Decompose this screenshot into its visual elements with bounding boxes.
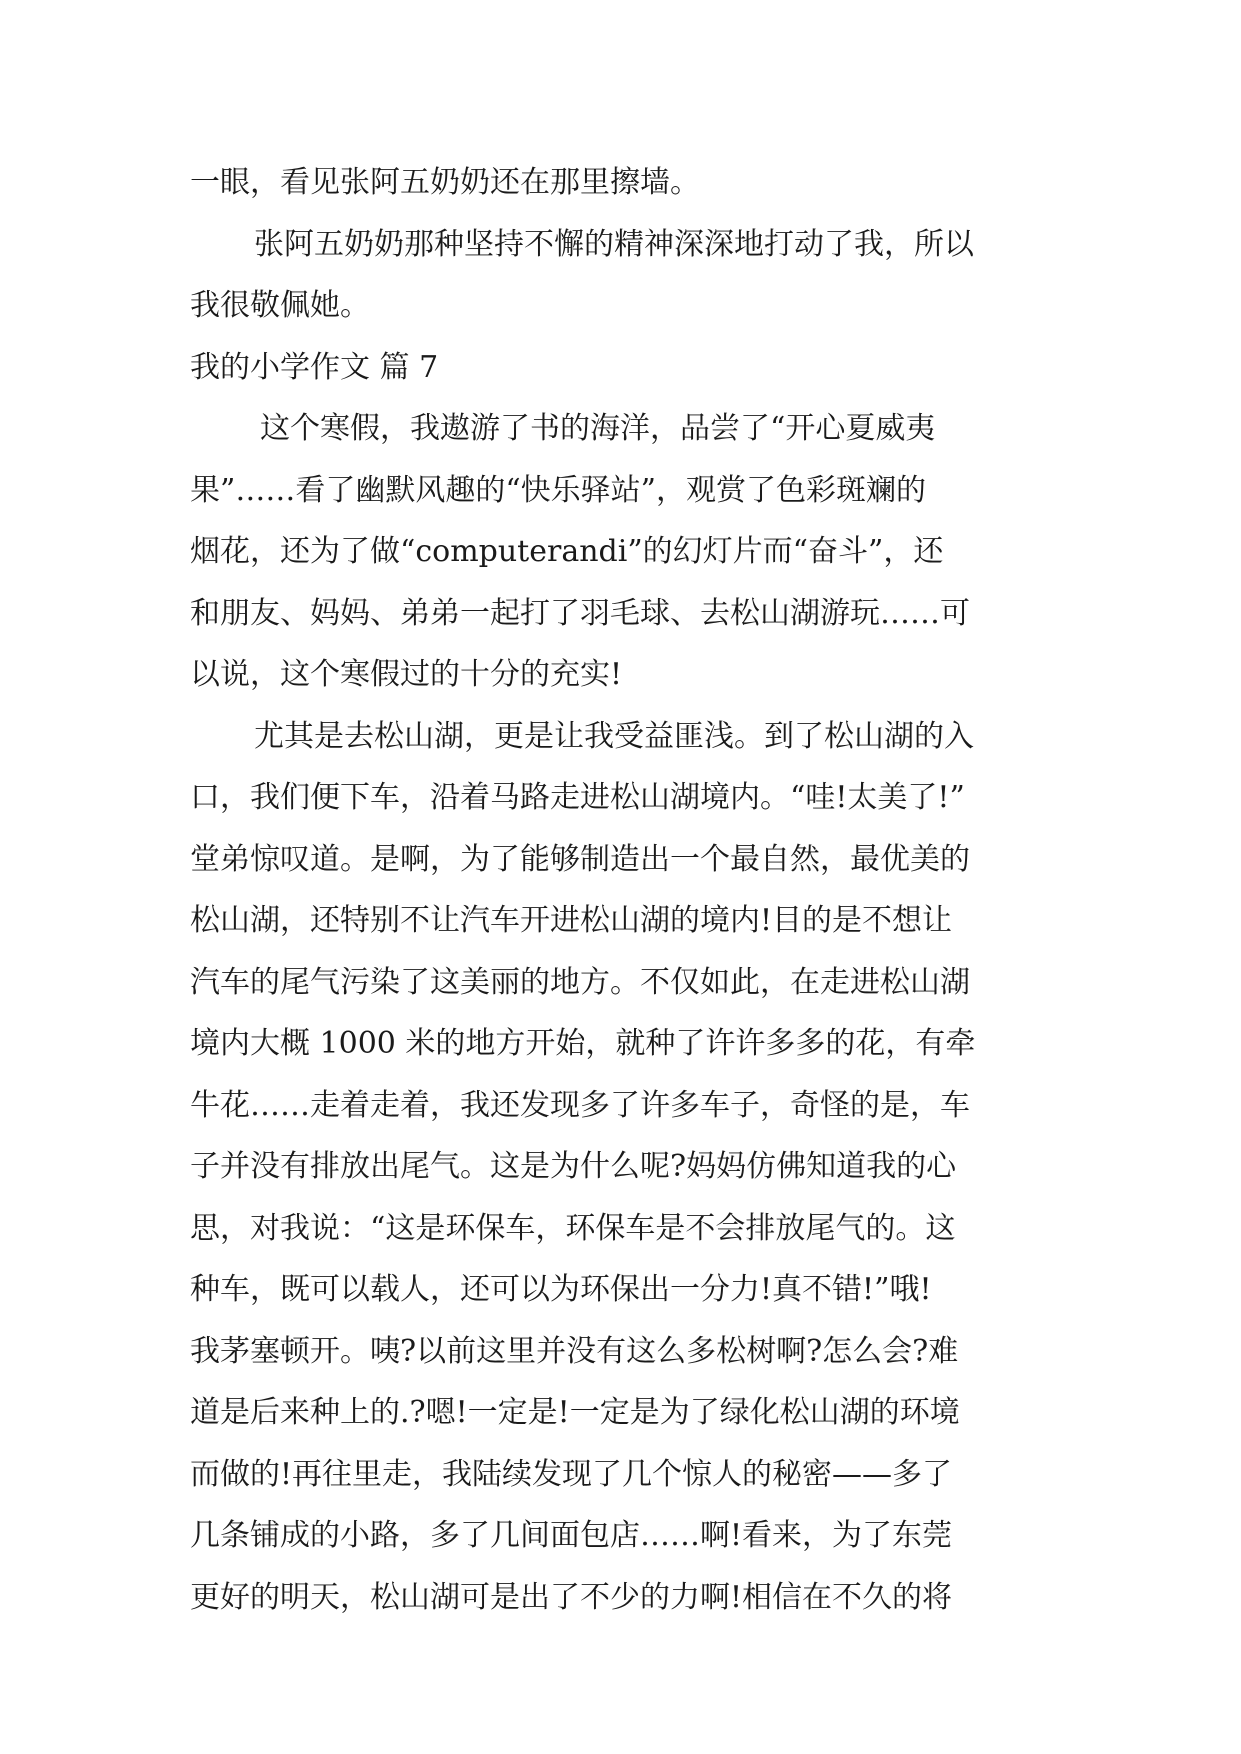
text-line: 和朋友、妈妈、弟弟一起打了羽毛球、去松山湖游玩……可: [190, 595, 970, 631]
text-line: 子并没有排放出尾气。这是为什么呢?妈妈仿佛知道我的心: [190, 1149, 957, 1184]
text-line: 境内大概 1000 米的地方开始，就种了许许多多的花，有牵: [190, 1026, 976, 1061]
text-line: 我很敬佩她。: [190, 288, 370, 323]
document-body: [190, 152, 1070, 1628]
text-line: 我茅塞顿开。咦?以前这里并没有这么多松树啊?怎么会?难: [190, 1333, 959, 1369]
text-line: 汽车的尾气污染了这美丽的地方。不仅如此，在走进松山湖: [190, 964, 970, 1000]
text-line: 果”……看了幽默风趣的“快乐驿站”，观赏了色彩斑斓的: [190, 472, 927, 508]
text-line: 松山湖，还特别不让汽车开进松山湖的境内!目的是不想让: [190, 903, 953, 938]
text-line: 更好的明天，松山湖可是出了不少的力啊!相信在不久的将: [190, 1579, 953, 1615]
text-line: 种车，既可以载人，还可以为环保出一分力!真不错!”哦!: [190, 1272, 932, 1307]
text-line: 牛花……走着走着，我还发现多了许多车子，奇怪的是，车: [190, 1087, 970, 1123]
text-line: 思，对我说：“这是环保车，环保车是不会排放尾气的。这: [190, 1210, 956, 1246]
text-line: 几条铺成的小路，多了几间面包店……啊!看来，为了东莞: [190, 1518, 953, 1553]
text-line: 烟花，还为了做“computerandi”的幻灯片而“奋斗”，还: [190, 534, 944, 569]
text-line: 道是后来种上的.?嗯!一定是!一定是为了绿化松山湖的环境: [190, 1395, 960, 1430]
paragraph-start-line: 这个寒假，我遨游了书的海洋，品尝了“开心夏威夷: [260, 411, 936, 446]
section-heading: 我的小学作文 篇 7: [190, 349, 439, 385]
paragraph-start-line: 张阿五奶奶那种坚持不懈的精神深深地打动了我，所以: [254, 226, 974, 262]
text-line: 而做的!再往里走，我陆续发现了几个惊人的秘密——多了: [190, 1456, 953, 1492]
text-line: 以说，这个寒假过的十分的充实!: [190, 657, 623, 692]
paragraph-start-line: 尤其是去松山湖，更是让我受益匪浅。到了松山湖的入: [254, 718, 974, 754]
text-line: 堂弟惊叹道。是啊，为了能够制造出一个最自然，最优美的: [190, 841, 970, 877]
text-line: 一眼，看见张阿五奶奶还在那里擦墙。: [190, 165, 700, 200]
text-line: 口，我们便下车，沿着马路走进松山湖境内。“哇!太美了!”: [190, 780, 965, 815]
